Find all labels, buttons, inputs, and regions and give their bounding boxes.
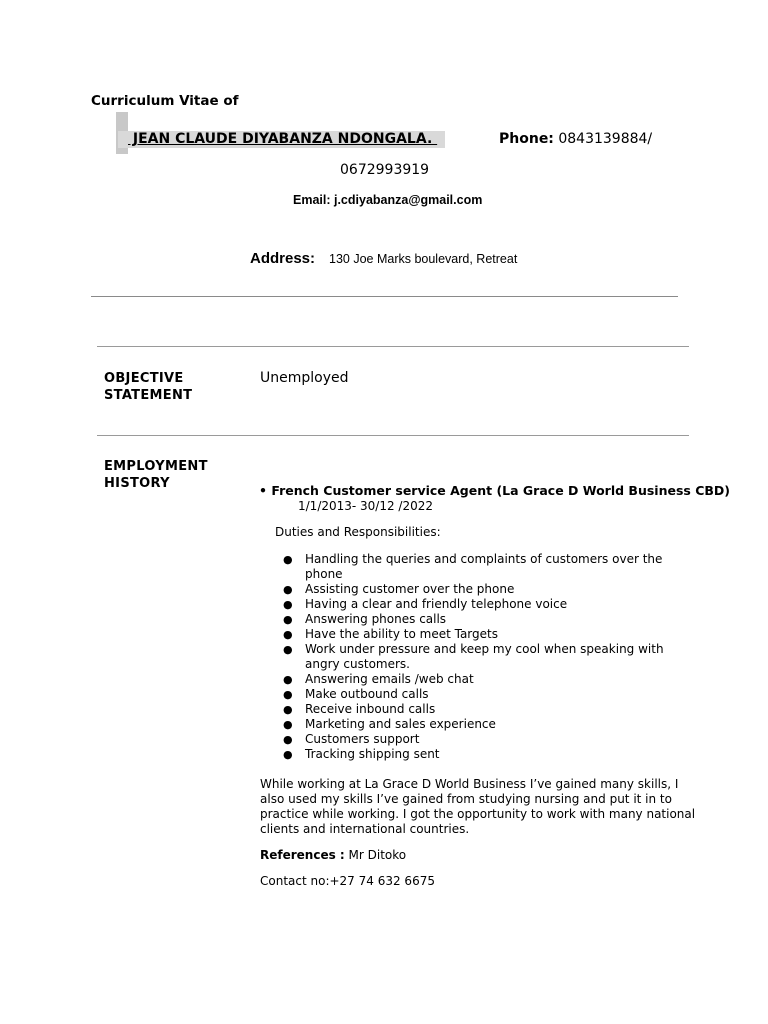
bullet-icon: ● xyxy=(283,703,293,716)
list-item xyxy=(278,687,688,702)
list-item-text: Assisting customer over the phone xyxy=(305,582,515,596)
list-item xyxy=(278,627,688,642)
list-item xyxy=(278,642,688,672)
list-item-text: Answering phones calls xyxy=(305,612,447,626)
cv-title: Curriculum Vitae of xyxy=(91,93,239,109)
section-divider-top xyxy=(97,346,689,347)
phone-number-1: 0843139884/ xyxy=(558,131,653,147)
employment-label-line1: EMPLOYMENT xyxy=(104,459,208,474)
objective-label-line2: STATEMENT xyxy=(104,388,193,403)
section-divider-middle xyxy=(97,435,689,436)
employment-label xyxy=(104,458,234,492)
bullet-icon: ● xyxy=(283,673,293,686)
references-value: Mr Ditoko xyxy=(344,848,407,862)
address-label: Address: xyxy=(250,250,316,267)
bullet-icon: ● xyxy=(283,583,293,596)
duties-title: Duties and Responsibilities: xyxy=(275,525,441,539)
list-item xyxy=(278,672,688,687)
list-item-text: Having a clear and friendly telephone voice xyxy=(305,597,568,611)
bullet-icon: ● xyxy=(283,553,293,566)
phone-line xyxy=(499,131,652,147)
header-divider xyxy=(91,296,678,297)
bullet-icon: ● xyxy=(283,718,293,731)
bullet-icon: ● xyxy=(283,613,293,626)
references xyxy=(260,848,406,862)
duties-list xyxy=(278,552,688,762)
email: Email: j.cdiyabanza@gmail.com xyxy=(293,193,483,207)
list-item xyxy=(278,717,688,732)
experience-summary: While working at La Grace D World Business I’ve gained many skills, I also used my skills I’ve gained from studying nursing and put it in to practice while working. I got the opportunity to work with many national clients and international countries. xyxy=(260,777,696,836)
address-value: 130 Joe Marks boulevard, Retreat xyxy=(329,252,518,266)
list-item xyxy=(278,612,688,627)
candidate-name: JEAN CLAUDE DIYABANZA NDONGALA. xyxy=(118,131,445,148)
phone-label: Phone: xyxy=(499,131,554,147)
list-item-text: Work under pressure and keep my cool when speaking with angry customers. xyxy=(305,642,664,671)
list-item xyxy=(278,597,688,612)
reference-contact: Contact no:+27 74 632 6675 xyxy=(260,874,435,888)
list-item-text: Make outbound calls xyxy=(305,687,429,701)
phone-number-2: 0672993919 xyxy=(340,162,430,178)
list-item xyxy=(278,582,688,597)
bullet-icon: ● xyxy=(283,733,293,746)
list-item-text: Answering emails /web chat xyxy=(305,672,474,686)
bullet-icon: ● xyxy=(283,628,293,641)
list-item-text: Have the ability to meet Targets xyxy=(305,627,498,641)
references-label: References : xyxy=(260,848,345,862)
objective-label-line1: OBJECTIVE xyxy=(104,371,184,386)
bullet-icon: ● xyxy=(283,748,293,761)
job-dates: 1/1/2013- 30/12 /2022 xyxy=(298,499,434,513)
bullet-icon: ● xyxy=(283,688,293,701)
list-item-text: Tracking shipping sent xyxy=(305,747,440,761)
list-item-text: Receive inbound calls xyxy=(305,702,436,716)
list-item-text: Marketing and sales experience xyxy=(305,717,496,731)
list-item-text: Handling the queries and complaints of customers over the phone xyxy=(305,552,663,581)
list-item-text: Customers support xyxy=(305,732,420,746)
list-item xyxy=(278,732,688,747)
list-item xyxy=(278,747,688,762)
list-item xyxy=(278,552,688,582)
list-item xyxy=(278,702,688,717)
bullet-icon: ● xyxy=(283,598,293,611)
bullet-icon: ● xyxy=(283,643,293,656)
job-title: • French Customer service Agent (La Grace D World Business CBD) xyxy=(259,483,730,498)
objective-label xyxy=(104,370,234,404)
employment-label-line2: HISTORY xyxy=(104,476,170,491)
objective-value: Unemployed xyxy=(260,370,349,386)
